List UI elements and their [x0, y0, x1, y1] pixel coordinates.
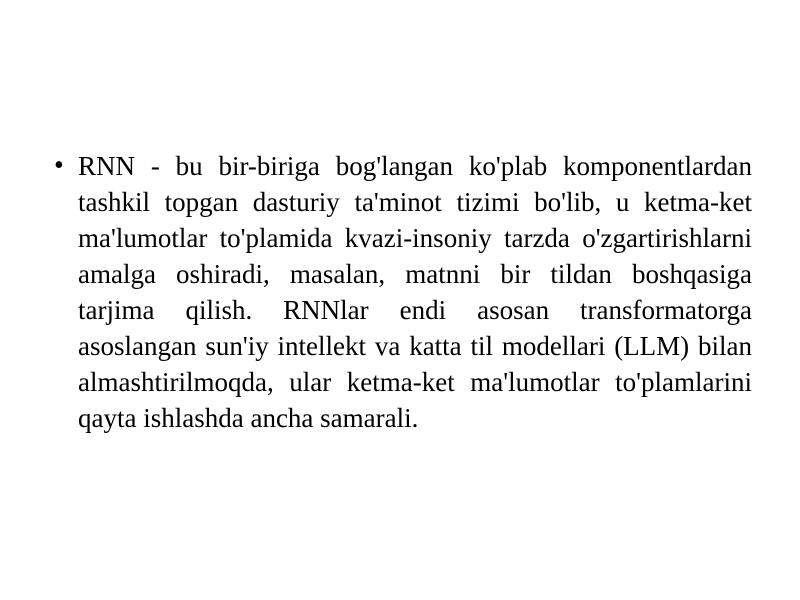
- bullet-text: RNN - bu bir-biriga bog'langan ko'plab komponentlardan tashkil topgan dasturiy ta'minot tizimi bo'lib, u ketma-ket ma'lumotlar to'plamida kvazi-insoniy tarzda o'zgartirishlarni amalga oshiradi, masalan, matnni bir tildan boshqasiga tarjima qilish. RNNlar endi asosan transformatorga asoslangan sun'iy intellekt va katta til modellari (LLM) bilan almashtirilmoqda, ular ketma-ket ma'lumotlar to'plamlarini qayta ishlashda ancha samarali.: [78, 151, 752, 433]
- bullet-list: [48, 148, 752, 436]
- bullet-item: [48, 148, 752, 436]
- bullet-marker-icon: •: [54, 150, 64, 181]
